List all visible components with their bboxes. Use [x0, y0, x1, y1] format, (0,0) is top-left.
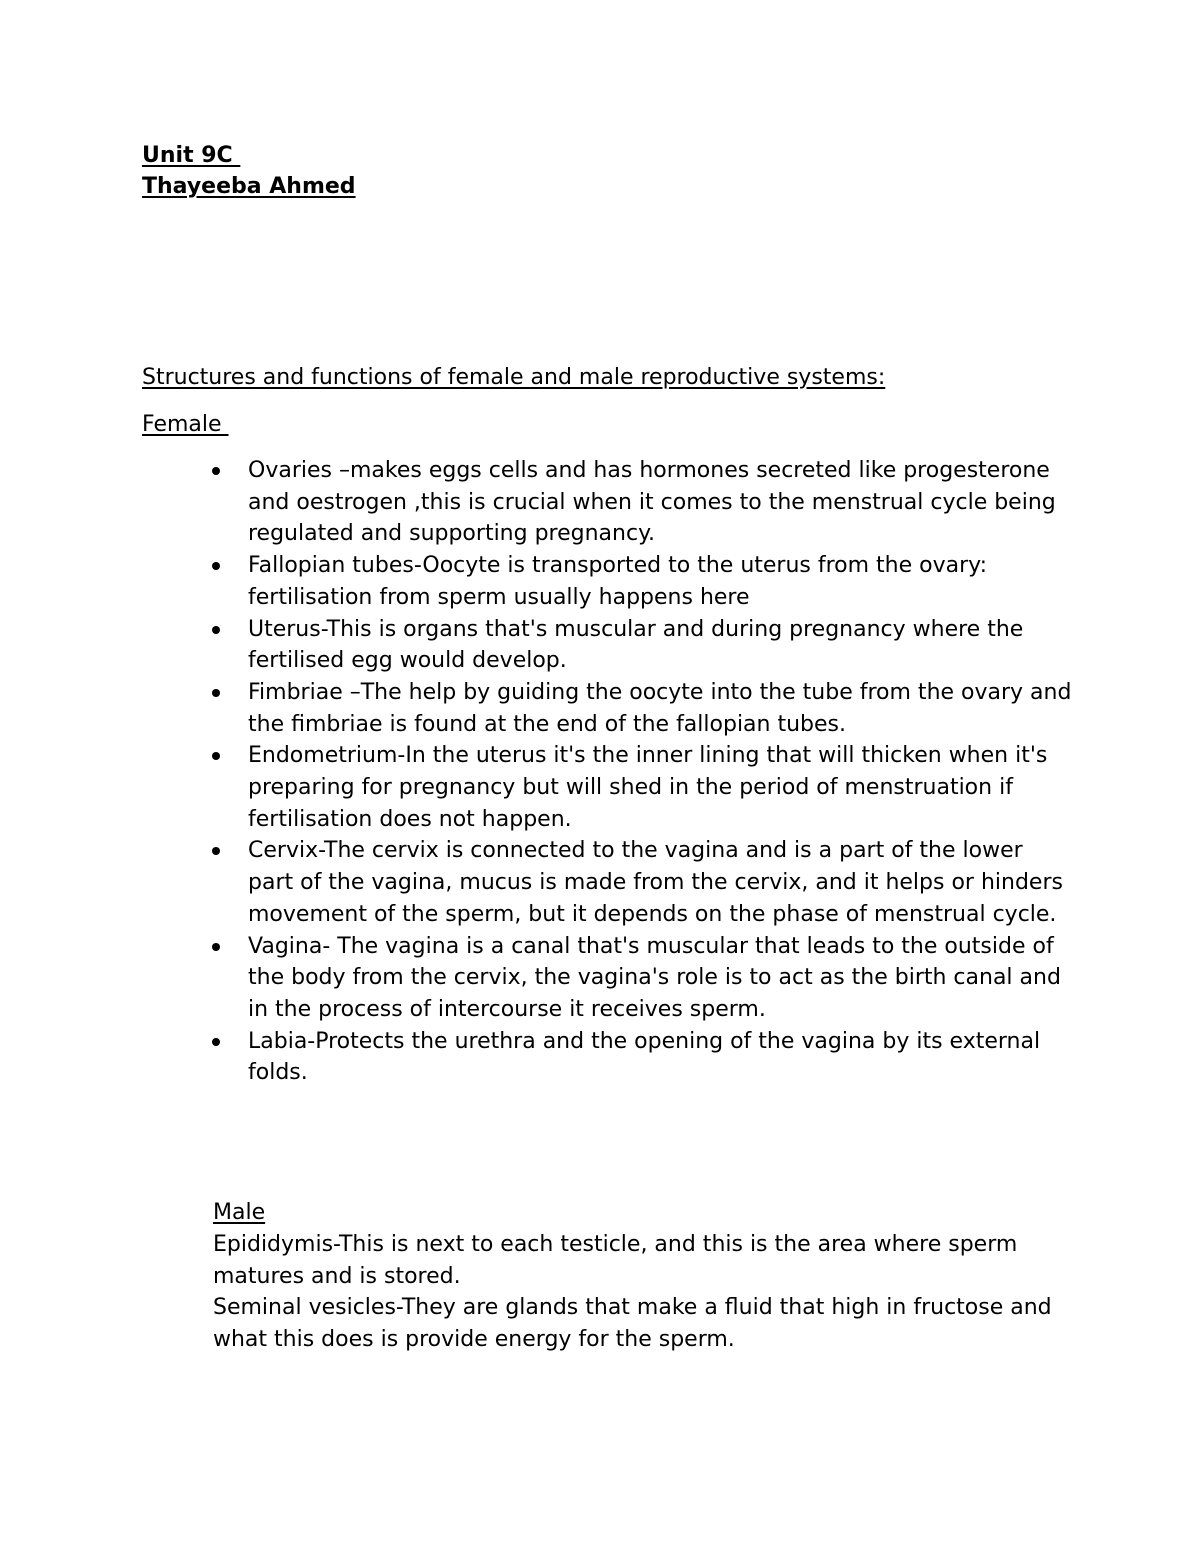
list-item [212, 550, 1072, 613]
bullet-icon [212, 562, 220, 570]
list-item [212, 740, 1072, 835]
list-item [212, 931, 1072, 1026]
unit-title: Unit 9C [142, 143, 241, 168]
section-title: Structures and functions of female and male reproductive systems: [142, 365, 886, 390]
list-item [212, 455, 1072, 550]
list-item-text: Fallopian tubes-Oocyte is transported to the uterus from the ovary: fertilisation from sperm usually happens here [248, 553, 987, 610]
list-item-text: Vagina- The vagina is a canal that's muscular that leads to the outside of the body from the cervix, the vagina's role is to act as the birth canal and in the process of intercourse it receives sperm. [248, 933, 1061, 1022]
bullet-icon [212, 752, 220, 760]
male-paragraph: Epididymis-This is next to each testicle, and this is the area where sperm matures and is stored. [213, 1232, 1018, 1289]
author-name: Thayeeba Ahmed [142, 174, 356, 199]
list-item-text: Uterus-This is organs that's muscular and during pregnancy where the fertilised egg would develop. [248, 616, 1024, 674]
list-item-text: Endometrium-In the uterus it's the inner lining that will thicken when it's preparing for pregnancy but will shed in the period of menstruation if fertilisation does not happen. [248, 743, 1048, 832]
list-item [212, 614, 1072, 677]
list-item [212, 1026, 1072, 1089]
list-item [212, 835, 1072, 930]
male-heading: Male [213, 1200, 266, 1225]
bullet-icon [212, 847, 220, 855]
bullet-icon [212, 626, 220, 634]
bullet-icon [212, 943, 220, 951]
bullet-icon [212, 689, 220, 697]
list-item-text: Cervix-The cervix is connected to the vagina and is a part of the lower part of the vagina, mucus is made from the cervix, and it helps or hinders movement of the sperm, but it depends on the phase of menstrual cycle. [248, 838, 1063, 927]
female-structures-list [212, 455, 1072, 1089]
list-item [212, 677, 1072, 740]
list-item-text: Fimbriae –The help by guiding the oocyte into the tube from the ovary and the fimbriae is found at the end of the fallopian tubes. [248, 679, 1072, 737]
list-item-text: Labia-Protects the urethra and the opening of the vagina by its external folds. [248, 1028, 1041, 1086]
bullet-icon [212, 1038, 220, 1046]
female-heading: Female [142, 412, 229, 437]
bullet-icon [212, 467, 220, 475]
list-item-text: Ovaries –makes eggs cells and has hormones secreted like progesterone and oestrogen ,this is crucial when it comes to the menstrual cycle being regulated and supporting pregnancy. [248, 458, 1056, 547]
male-paragraph: Seminal vesicles-They are glands that make a fluid that high in fructose and what this does is provide energy for the sperm. [213, 1295, 1052, 1353]
male-structures [213, 1229, 1073, 1356]
